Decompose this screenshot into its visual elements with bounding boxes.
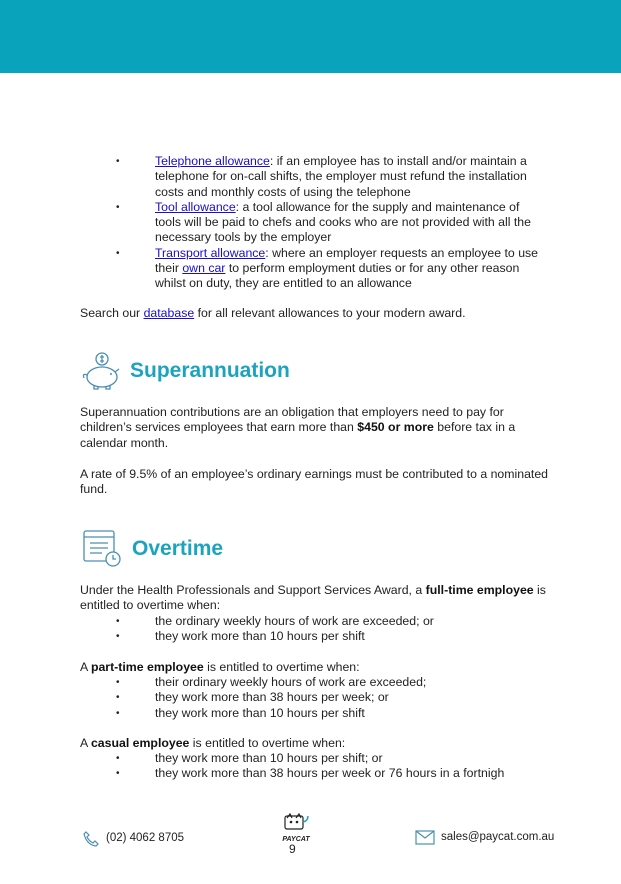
email-address: sales@paycat.com.au — [441, 831, 555, 843]
overtime-heading — [80, 528, 223, 570]
piggy-bank-icon — [80, 350, 124, 392]
parttime-paragraph: A part-time employee is entitled to overtime when: — [80, 660, 360, 674]
phone-icon — [82, 830, 100, 848]
bullet-icon: • — [116, 677, 120, 688]
bullet-icon: • — [116, 768, 120, 780]
list-item-text: to perform employment duties or for any other reason whilst on duty, they are entitled to an allowance — [155, 261, 520, 291]
transport-allowance-link[interactable]: Transport allowance — [155, 245, 266, 260]
bullet-icon: • — [116, 753, 120, 764]
paycat-logo — [280, 812, 312, 844]
brand-name: PAYCAT — [282, 836, 310, 844]
footer-email[interactable] — [415, 830, 554, 845]
bullet-icon: • — [116, 247, 120, 259]
superannuation-rate-paragraph: A rate of 9.5% of an employee’s ordinary earnings must be contributed to a nominated fund. — [80, 467, 549, 497]
phone-number: (02) 4062 8705 — [106, 832, 185, 845]
superannuation-paragraph: Superannuation contributions are an obligation that employers need to pay for children’s services employees that earn more than $450 or more before tax in a calendar month. — [80, 405, 516, 450]
bullet-icon: • — [116, 707, 120, 719]
tool-allowance-link[interactable]: Tool allowance — [155, 199, 236, 214]
bullet-icon: • — [116, 156, 120, 167]
telephone-allowance-link[interactable]: Telephone allowance — [155, 154, 270, 168]
list-item: • they work more than 10 hours per shift — [116, 705, 365, 720]
list-item — [0, 154, 540, 200]
own-car-link[interactable]: own car — [182, 261, 226, 276]
allowance-list — [0, 154, 621, 292]
page-title: Superannuation — [130, 359, 290, 382]
list-item — [0, 246, 540, 292]
list-item: • their ordinary weekly hours of work are exceeded; — [116, 675, 427, 689]
schedule-clock-icon — [80, 528, 124, 570]
list-item — [0, 200, 540, 246]
fulltime-paragraph: Under the Health Professionals and Support Services Award, a full-time employee is entitled to overtime when: — [80, 583, 546, 613]
cat-logo-icon — [282, 812, 310, 832]
section-title: Overtime — [132, 537, 224, 560]
bullet-icon: • — [116, 201, 120, 213]
fulltime-list — [0, 614, 621, 645]
search-paragraph: Search our database for all relevant allowances to your modern award. — [80, 306, 466, 320]
list-item: • they work more than 10 hours per shift — [116, 629, 365, 644]
list-item: • they work more than 38 hours per week; or — [116, 690, 389, 705]
list-item: • they work more than 38 hours per week or 76 hours in a fortnigh — [116, 766, 505, 781]
casual-paragraph: A casual employee is entitled to overtime when: — [80, 736, 346, 750]
superannuation-heading — [80, 350, 290, 392]
list-item: • they work more than 10 hours per shift; or — [116, 751, 383, 765]
bullet-icon: • — [116, 631, 120, 643]
list-item-text: : a tool allowance for the supply and maintenance of tools will be paid to chefs and cooks who are not provided with all the necessary tools by the employer — [155, 199, 531, 245]
footer-phone[interactable] — [82, 830, 184, 848]
page-number: 9 — [289, 842, 296, 856]
bullet-icon: • — [116, 692, 120, 704]
mail-icon — [415, 830, 435, 845]
database-link[interactable]: database — [143, 306, 195, 320]
bullet-icon: • — [116, 616, 120, 627]
list-item-text: : if an employee has to install and/or maintain a telephone for on-call shifts, the employer must refund the installation costs and monthly costs of using the telephone — [155, 154, 527, 199]
parttime-list — [0, 675, 621, 721]
list-item: • the ordinary weekly hours of work are exceeded; or — [116, 614, 434, 628]
header-bar — [0, 0, 621, 73]
list-item-text: : where an employer requests an employee to use their — [155, 245, 539, 276]
casual-list — [0, 751, 621, 782]
